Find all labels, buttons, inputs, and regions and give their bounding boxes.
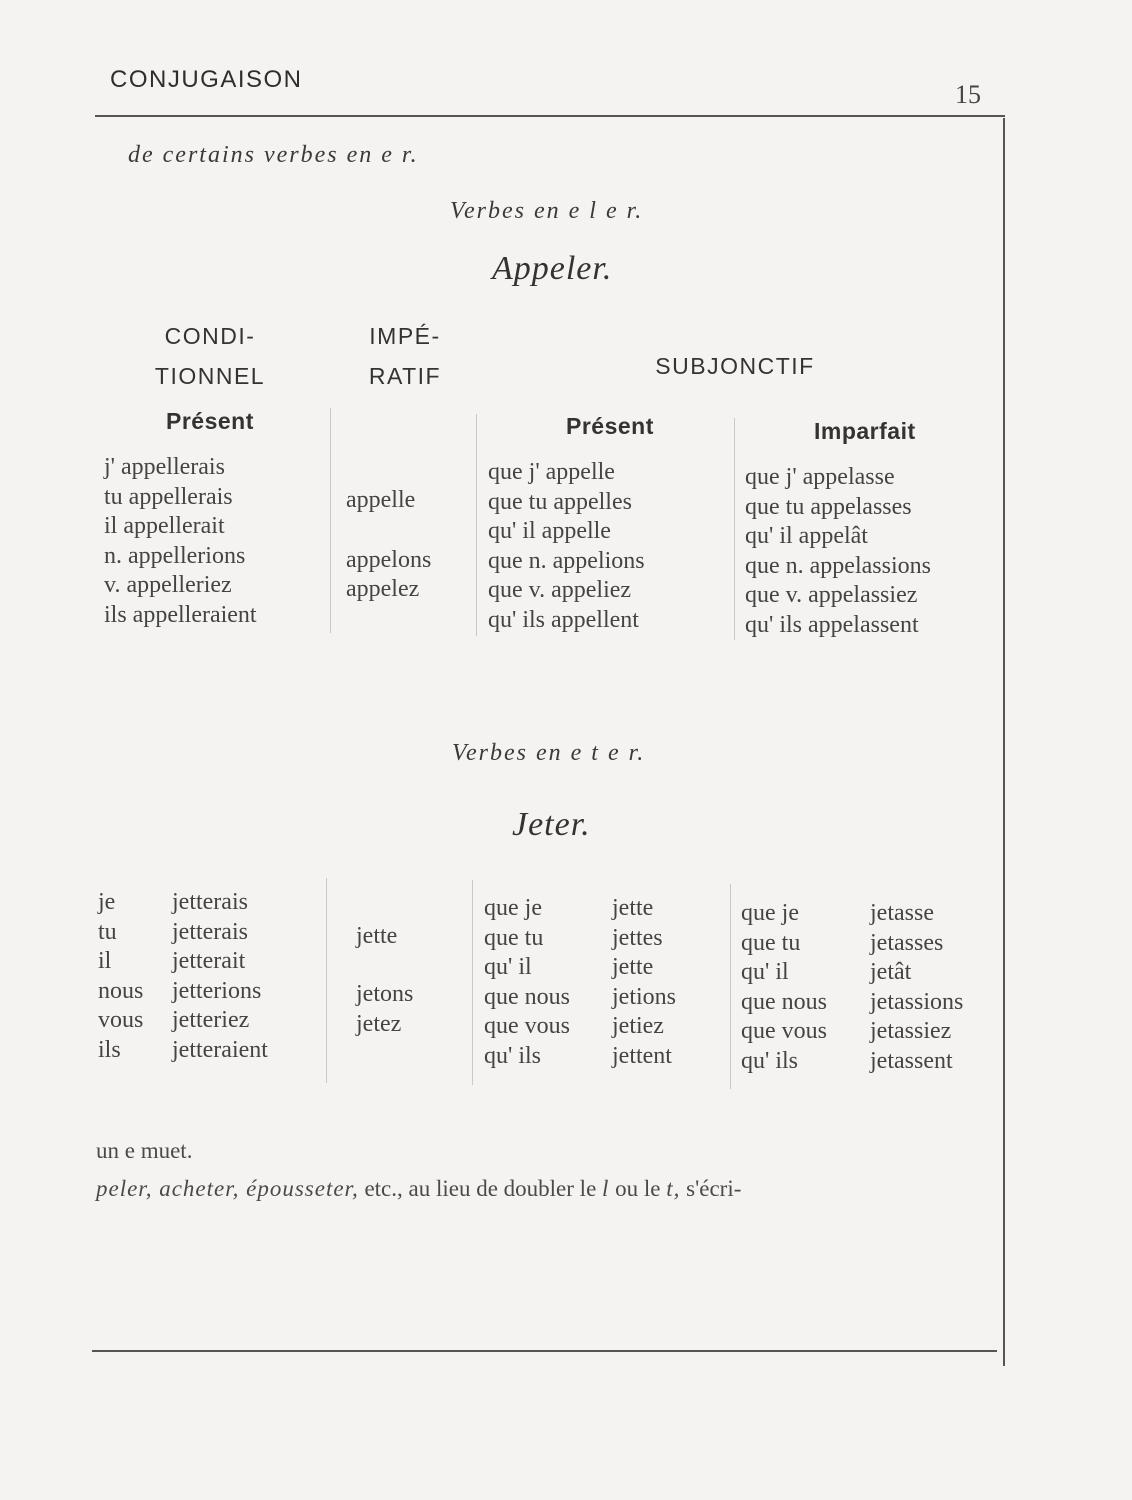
conditional-forms-jeter [172,888,268,1066]
column-head-line: CONDI- [164,323,256,349]
letter-l: l [602,1176,610,1201]
column-head-line: RATIF [368,363,442,389]
conjugation-line: que tu appelles [488,488,632,515]
verb-form: jetteriez [172,1007,250,1034]
text-run: s'écri- [686,1176,742,1201]
pronoun: que vous [484,1013,570,1040]
tense-label-subj-imperfect: Imparfait [814,418,916,444]
footer-text-line2 [96,1176,741,1202]
pronoun: que tu [484,924,544,951]
section1-heading: Verbes en e l e r. [450,198,644,224]
conjugation-line: qu' il appelle [488,518,611,545]
verb-form: jetiez [612,1013,664,1040]
italic-verb-list: peler, acheter, épousseter, [96,1176,359,1201]
pronoun: vous [98,1007,144,1034]
verb-form: jetterions [172,977,262,1004]
footer-rule [92,1350,997,1352]
verb-form: jetassent [870,1047,953,1074]
pronoun: que je [741,900,799,926]
column-divider [472,880,473,1085]
running-header: CONJUGAISON [110,66,303,93]
pronoun: qu' ils [484,1042,541,1069]
verb-form: jetions [612,983,676,1010]
header-rule [95,115,1005,117]
imperative-jetez: jetez [356,1011,402,1037]
subj-imperfect-list-appeler [745,463,931,641]
conjugation-line: que tu appelasses [745,493,912,520]
text-run: ou le [615,1176,661,1201]
conjugation-line: que j' appelasse [745,464,895,490]
verb-form: jettent [612,1042,672,1069]
subj-imperfect-forms-jeter [870,899,963,1077]
pronoun: ils [98,1036,121,1063]
subj-imperfect-pronouns-jeter [741,899,827,1077]
conjugation-line: n. appellerions [104,542,246,569]
tense-label-subj-present: Présent [566,413,654,439]
column-divider [734,418,735,640]
verb-form: jetasse [870,900,934,926]
subj-present-pronouns-jeter [484,894,570,1072]
footer-text-line1: un e muet. [96,1138,193,1163]
column-head-subjonctif: SUBJONCTIF [655,353,815,379]
verb-title-appeler: Appeler. [492,250,613,287]
pronoun: il [98,948,112,975]
section2-heading: Verbes en e t e r. [452,740,646,766]
conditional-pronouns-jeter [98,888,143,1066]
text-run: etc., au lieu de doubler le [364,1176,597,1201]
column-divider [730,884,731,1089]
conjugation-line: que j' appelle [488,459,615,485]
imperative-jette: jette [356,923,398,949]
column-head-conditionnel [140,316,280,396]
column-head-line: TIONNEL [154,363,266,389]
column-divider [326,878,327,1083]
verb-form: jetterais [172,889,248,915]
conjugation-line: qu' ils appellent [488,606,639,633]
verb-title-jeter: Jeter. [512,806,591,843]
subj-present-forms-jeter [612,894,676,1072]
page-number: 15 [955,80,981,109]
conjugation-line: ils appelleraient [104,601,257,628]
verb-form: jetterais [172,918,248,945]
pronoun: que vous [741,1018,827,1045]
column-divider [330,408,331,633]
pronoun: tu [98,918,117,945]
pronoun: qu' ils [741,1047,798,1074]
imperative-appelle: appelle [346,487,416,513]
pronoun: que je [484,895,542,921]
letter-t: t, [666,1176,681,1201]
conjugation-line: tu appellerais [104,483,233,510]
verb-form: jetteraient [172,1036,268,1063]
conjugation-line: que v. appeliez [488,577,632,604]
pronoun: nous [98,977,144,1004]
conjugation-line: que n. appelassions [745,552,931,579]
pronoun: je [98,889,116,915]
imperative-appelez: appelez [346,576,420,602]
verb-form: jettes [612,924,663,951]
conjugation-line: v. appelleriez [104,572,232,599]
pronoun: que nous [741,988,827,1015]
subj-present-list-appeler [488,458,645,636]
conjugation-line: il appellerait [104,513,225,540]
pronoun: qu' il [484,954,532,981]
conjugation-line: qu' ils appelassent [745,611,919,638]
verb-form: jetassions [870,988,964,1015]
pronoun: que tu [741,929,801,956]
conditional-list-appeler [104,453,257,631]
verb-form: jetasses [870,929,944,956]
imperative-appelons: appelons [346,547,432,573]
conjugation-line: j' appellerais [104,454,225,480]
pronoun: que nous [484,983,570,1010]
conjugation-line: que v. appelassiez [745,582,918,609]
verb-form: jetât [870,959,912,986]
column-head-line: IMPÉ- [369,323,441,349]
verb-form: jetterait [172,948,246,975]
column-head-imperatif [345,316,465,396]
verb-form: jette [612,895,654,921]
frame-right-rule [1003,118,1005,1366]
pronoun: qu' il [741,959,789,986]
conjugation-line: qu' il appelât [745,523,868,550]
imperative-jetons: jetons [356,981,414,1007]
verb-form: jette [612,954,654,981]
intro-text: de certains verbes en e r. [128,142,419,168]
verb-form: jetassiez [870,1018,952,1045]
tense-label-conditional: Présent [166,408,254,434]
column-divider [476,414,477,636]
conjugation-line: que n. appelions [488,547,645,574]
